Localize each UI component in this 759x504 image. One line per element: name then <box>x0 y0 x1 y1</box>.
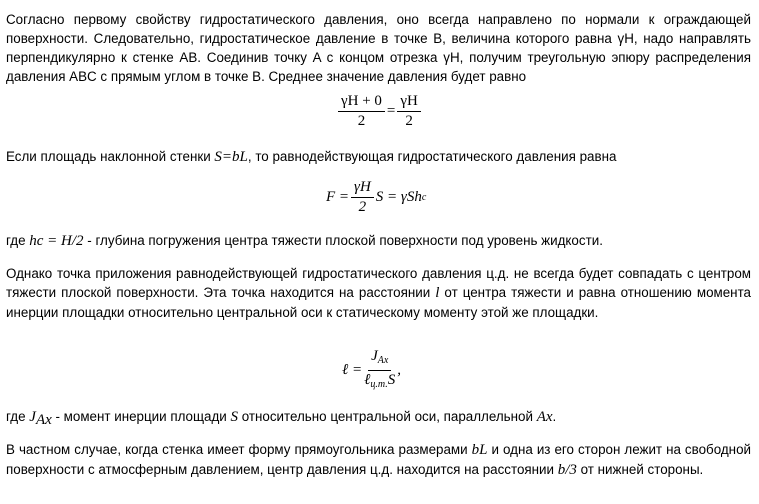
paragraph-3 <box>0 231 751 251</box>
paragraph-5-suffix: . <box>552 409 557 424</box>
paragraph-5-middle: - момент инерции площади <box>51 409 231 424</box>
paragraph-6-part-3: от нижней стороны. <box>576 462 704 477</box>
fraction-right-numerator: γH <box>397 93 420 112</box>
formula-3-numerator-subscript: Ax <box>377 355 389 366</box>
paragraph-4-part-2: от центра тяжести и равна отношению момента инерции площадки относительно центральной оси к статическому моменту этой же площадки. <box>6 285 751 320</box>
paragraph-2-prefix: Если площадь наклонной стенки <box>6 149 215 164</box>
paragraph-6-variable-1: bL <box>471 442 488 458</box>
paragraph-6 <box>0 440 751 480</box>
paragraph-4 <box>0 264 751 322</box>
formula-2-numerator: γH <box>351 179 374 198</box>
paragraph-5-prefix: где <box>6 409 30 424</box>
formula-resultant-force <box>326 179 426 216</box>
paragraph-6-part-1: В частном случае, когда стенка имеет форму прямоугольника размерами <box>6 442 472 457</box>
paragraph-5-variable-3: Ax <box>536 409 553 425</box>
paragraph-4-text <box>0 264 751 322</box>
paragraph-4-variable: l <box>435 285 440 301</box>
paragraph-4-part-1: Однако точка приложения равнодействующей гидростатического давления ц.д. не всегда будет совпадать с центром тяжести плоской поверхности. Эта точка находится на расстоянии <box>6 266 751 300</box>
paragraph-2-variable: S=bL <box>214 149 248 165</box>
formula-eccentricity <box>342 348 401 393</box>
formula-3-denominator-symbol: ℓ <box>364 372 371 388</box>
formula-3-denominator <box>364 371 395 393</box>
paragraph-1 <box>0 10 751 86</box>
paragraph-1-text: Согласно первому свойству гидростатического давления, оно всегда направлено по нормали к ограждающей поверхности. Следовательно, гидростатическое давление в точке B, величина которого равна γH, надо направлять перпендикулярно к стенке AB. Соединив точку A с концом отрезка γH, получим треугольную эпюру распределения давления ABC с прямым углом в точке B. Среднее значение давления будет равно <box>6 12 751 84</box>
fraction-left-numerator: γH + 0 <box>338 93 385 112</box>
paragraph-2 <box>0 147 751 167</box>
paragraph-2-text <box>0 147 751 167</box>
equals-sign: = <box>386 103 396 119</box>
paragraph-5-variable-subscript: Ax <box>35 412 52 428</box>
formula-3-numerator <box>368 348 391 371</box>
formula-3-denominator-tail: S <box>387 372 396 388</box>
fraction-left-denominator: 2 <box>357 113 366 129</box>
paragraph-3-text <box>0 231 751 251</box>
formula-3-lhs: ℓ = <box>342 362 363 378</box>
paragraph-5-variable: J <box>29 409 36 425</box>
formula-3-numerator-symbol: J <box>371 348 378 364</box>
paragraph-6-part-2: и одна из его сторон лежит на свободной поверхности с атмосферным давлением, центр давления ц.д. находится на расстоянии <box>6 442 752 477</box>
fraction-right <box>397 93 420 130</box>
formula-2-lhs: F = <box>326 189 350 205</box>
paragraph-5-middle-2: относительно центральной оси, параллельной <box>237 409 537 424</box>
paragraph-5-variable-2: S <box>230 409 238 425</box>
formula-3-fraction <box>364 348 395 393</box>
paragraph-5-text <box>0 407 751 430</box>
paragraph-6-variable-2: b/3 <box>557 462 577 478</box>
paragraph-3-prefix: где <box>6 233 30 248</box>
formula-2-fraction <box>351 179 374 216</box>
paragraph-5 <box>0 407 751 430</box>
paragraph-3-variable: hc = H/2 <box>29 233 84 249</box>
formula-2-subscript: c <box>421 192 427 203</box>
paragraph-3-suffix: - глубина погружения центра тяжести плоской поверхности под уровень жидкости. <box>83 233 603 248</box>
formula-average-pressure <box>336 93 423 130</box>
paragraph-2-suffix: , то равнодействующая гидростатического давления равна <box>247 149 617 164</box>
fraction-left <box>338 93 385 130</box>
formula-3-denominator-subscript: ц.т. <box>370 379 388 390</box>
fraction-right-denominator: 2 <box>405 113 413 129</box>
paragraph-6-text <box>0 440 751 480</box>
formula-2-denominator: 2 <box>358 199 367 215</box>
formula-2-middle: S = γSh <box>375 189 422 205</box>
formula-3-comma: , <box>397 362 401 378</box>
